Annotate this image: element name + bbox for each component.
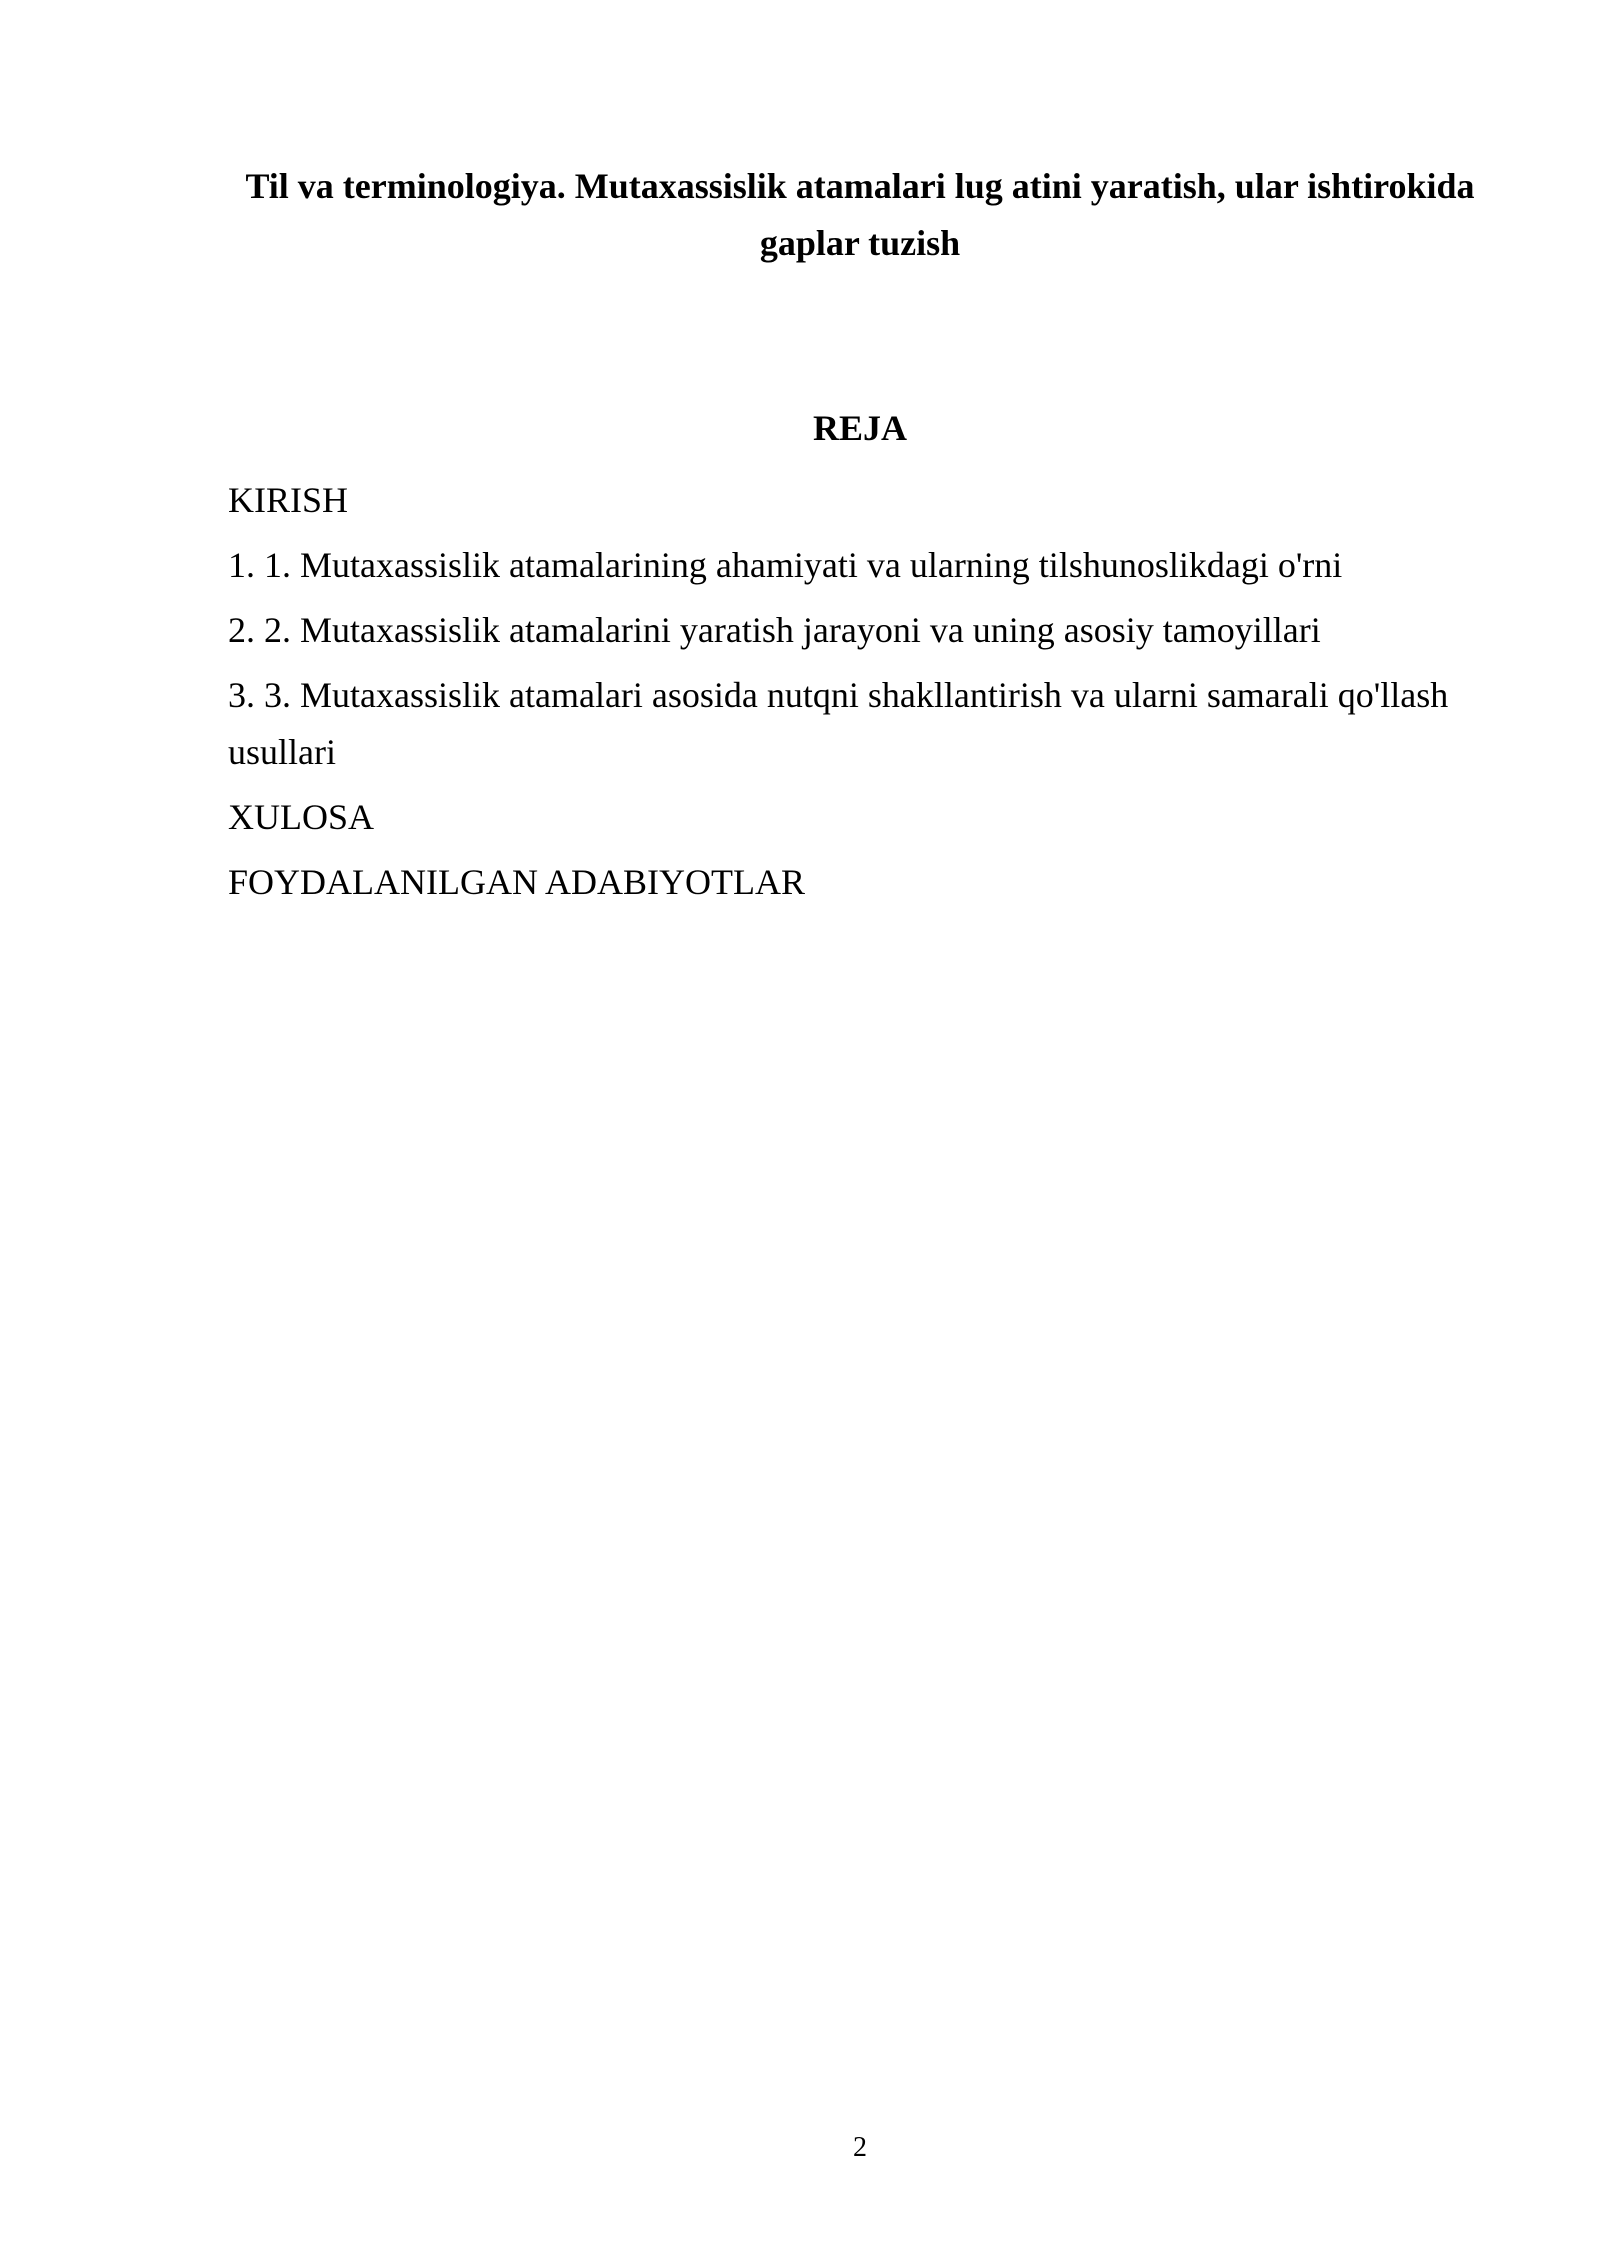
toc-item-3: 3. 3. Mutaxassislik atamalari asosida nutqni shakllantirish va ularni samarali qo'llash usullari xyxy=(228,675,1449,772)
toc-item-intro: KIRISH xyxy=(228,480,349,520)
plan-heading: REJA xyxy=(812,408,907,448)
toc-item-2: 2. 2. Mutaxassislik atamalarini yaratish jarayoni va uning asosiy tamoyillari xyxy=(228,610,1321,650)
page-number: 2 xyxy=(853,2132,867,2163)
toc-item-references: FOYDALANILGAN ADABIYOTLAR xyxy=(228,862,805,902)
table-of-contents xyxy=(228,472,1492,919)
toc-item-conclusion: XULOSA xyxy=(228,797,375,837)
document-title: Til va terminologiya. Mutaxassislik atamalari lug atini yaratish, ular ishtirokida gaplar tuzish xyxy=(245,166,1475,263)
toc-item-1: 1. 1. Mutaxassislik atamalarining ahamiyati va ularning tilshunoslikdagi o'rni xyxy=(228,545,1343,585)
